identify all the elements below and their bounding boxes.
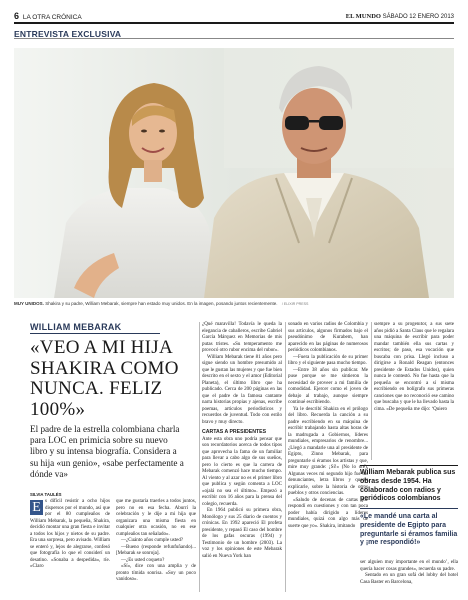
article-paragraph: Sentado en un gran sofá del lobby del hotel Casa Baster en Barcelona,: [360, 573, 458, 585]
sidebar-highlight: [360, 465, 458, 504]
name-rule: [30, 333, 160, 334]
article-paragraph: —Fuera la publicación de su primer libro y el siguiente pasa mucho tiempo.: [288, 354, 368, 366]
article-column-4: [288, 322, 368, 530]
page-folio: [14, 11, 82, 21]
highlight-text: William Mebarak publica sus obras desde 1954. Ha colaborado con radios y periódicos colombianos: [360, 469, 456, 503]
caption-text: Shakira y su padre, William Mebarak, siempre han estado muy unidos. En la imagen, posando juntos recientemente.: [45, 301, 278, 306]
headline: «VEO A MI HIJA SHAKIRA COMO NUNCA. FELIZ 100%»: [30, 337, 179, 420]
article-paragraph: siempre a su progenitor, a sus siete años pidió a Santa Claus que le regalara una máquina de escribir para poder mandar también ella sus cartas y escritos; de paso, esa vocación que buscaba con prisa. Llegó incluso a dirigirse a Ronald Reagan (entonces presidente de Estados Unidos), quien nunca le contestó. No fue hasta que la pequeña se encontró a sí misma escribiendo en bolígrafo sus primeras canciones que no reconoció ese camino que buscaba y que le ha llevado hasta la cima. «De pequeña me dijo: ‘Quiero: [374, 322, 454, 412]
article-column-5-continued: [360, 560, 458, 586]
article-paragraph: sonado en varios radios de Colombia y sus artículos, algunos firmados bajo el pseudónimo de Kurabem, han aparecido en las páginas de numerosos periódicos colombianos.: [288, 322, 368, 353]
paper-name: EL MUNDO: [345, 12, 381, 20]
photo-credit: / ELIXIR PRESS: [281, 302, 309, 306]
pull-quote: [360, 508, 458, 548]
section-name: LA OTRA CRÓNICA: [22, 14, 82, 21]
section-banner: [14, 22, 454, 39]
issue-date: SÁBADO 12 ENERO 2013: [382, 13, 454, 20]
article-paragraph: William Mebarak tiene 81 años pero sigue siendo un hombre presumido al que le gustan las mujeres y que fue bien descrito en el sexto y el amor (Editorial Planeta), el último libro que ha publicado. Cerca de 200 páginas en las que el padre de la famosa cantante narra historias propias y ajenas, escribe poemas, articulos periodísticos y recuerdos de juventud. Todo con estilo bravo y muy directo.: [202, 354, 282, 425]
subheading: CARTAS A PRESIDENTES: [202, 429, 267, 435]
page-header: [14, 11, 454, 21]
article-photo: [14, 48, 454, 298]
article-paragraph: E s difícil resistir a ocho hijos dispersos por el mundo, así que por el 80 cumpleaños de William Mebarak, la pequeña, Shakira, decidió montar una gran fiesta e invitar a todos los hijos y nietos de su padre. Era una sorpresa, pero avisado. William se enteró y, lejos de alegrarse, confesó que fotografía lo que el considerí un desatino. «Sonaba a despedida», ríe. «Claro: [30, 499, 110, 569]
article-paragraph: «Saludo de decenas de cartas que respondí en cuestiones y con tan poca poder había dirigido a líderes mundiales, quizá con algo más de suerte que yo». Shakira, imitando: [288, 497, 368, 529]
column-divider: [285, 322, 286, 592]
article-column-1: [30, 499, 110, 571]
article-paragraph: ser alguien muy importante en el mundo’, ella quería hacer cosas grandes», recuerda su padre.: [360, 560, 458, 572]
article-paragraph: En 1964 publicó su primera obra, Monólogo y sus 25 diario de cuentos y crónicas. En 1992 apareció El profeta presidente, y repasó El caso del hombre de los gafas oscuras (1994) y Testimonio de un hombre (2003). La voz y los opiniones de este Mebarak salió en Nueva York han: [202, 508, 282, 559]
photo-caption: [14, 301, 454, 306]
article-column-2: [116, 499, 196, 584]
interviewee-name: WILLIAM MEBARAK: [30, 322, 122, 332]
byline: SILVIA TAULÉS: [30, 492, 62, 497]
article-column-3: [202, 322, 282, 560]
article-paragraph: —¿Es usted coqueto?: [121, 557, 165, 563]
paper-dateline: [346, 13, 454, 20]
article-column-5: [374, 322, 454, 458]
article-paragraph: ¿Qué maravilla! Todavía le queda la elegancia de caballeros, escribe Gabriel García Márquez en Memorias de mis putas tristes. «Su temperamento me provocó otro rubor encima del rubor».: [202, 322, 282, 353]
photo-illustration: [14, 48, 454, 298]
section-title: ENTREVISTA EXCLUSIVA: [14, 29, 122, 39]
article-paragraph: —¿Cuánto años cumple usted?: [121, 538, 184, 543]
deck: El padre de la estrella colombiana charla para LOC en primicia sobre su nuevo libro y su intensa biografía. Considera a su hija «un genio», «sabe perfectamente a dónde va»: [30, 424, 184, 479]
pull-quote-text: «Le mandé una carta al presidente de Egipto para preguntarle si éramos familia y ¡me respondió!»: [360, 513, 458, 547]
page-number: 6: [14, 11, 20, 21]
caption-lead: MUY UNIDOS.: [14, 301, 44, 306]
article-paragraph: que me gustaría traerles a todos juntos, pero no en esa fecha. Aburrí la celebración y le dije a mi hija que organizara una misma fiesta en cualquier otra ocasión, no en ese cumpleaños tan señalado».: [116, 499, 196, 537]
article-paragraph: —Bueno (responde refunfuñando)... [Mebarak se sonroja].: [116, 544, 196, 556]
article-paragraph: —Entre 38 años sin publicar. Me puse porque se me sintieron la necesidad de proveer a mi familia de comodidad. Ejercer como el joven de debajo al trabajo, aunque siempre continué escribiendo.: [288, 367, 368, 405]
column-divider: [371, 322, 372, 460]
article-paragraph: Ante esta obra uno podría pensar que son recordatorios acerca de todos tipos que aprovecha la fama de un familiar para llevar a cabo algo de sus sueños, pero lo cierto es que la carrera de Mebarak comenzó hace mucho tiempo. Al viento y al azar no es el primer libro que publica y según comenta a LOC «ojalá no sea el último». Empezó a escribir con 16 años para la prensa del colegio, recuerda.: [202, 436, 282, 507]
dropcap: E: [30, 500, 43, 515]
article-paragraph: «Sí», dice con una amplia y de pronto tímida sonrisa. «Soy un poco vanidoso».: [116, 564, 196, 582]
column-divider: [199, 322, 200, 592]
article-paragraph: Ya le describí Shakira en el prólogo del libro. Recuerda la canción a su padre escribiendo en su máquina de escribir trabajando hasta altas horas de la madrugada a Gobiernos, líderes mundiales, empresarios de renombre... ¿Llegó a mandarle una al presidente de Egipto, Zinno Mebarak, para preguntarle si éramos los artistas y que, mire muy grande: ¡Sí!» (No lo oré). Algunas veces mi segundo hijo fue las denunciantes, letra libros y querer explicarle, sobre la historia de otros pueblos y otros conciencias.: [288, 406, 368, 496]
